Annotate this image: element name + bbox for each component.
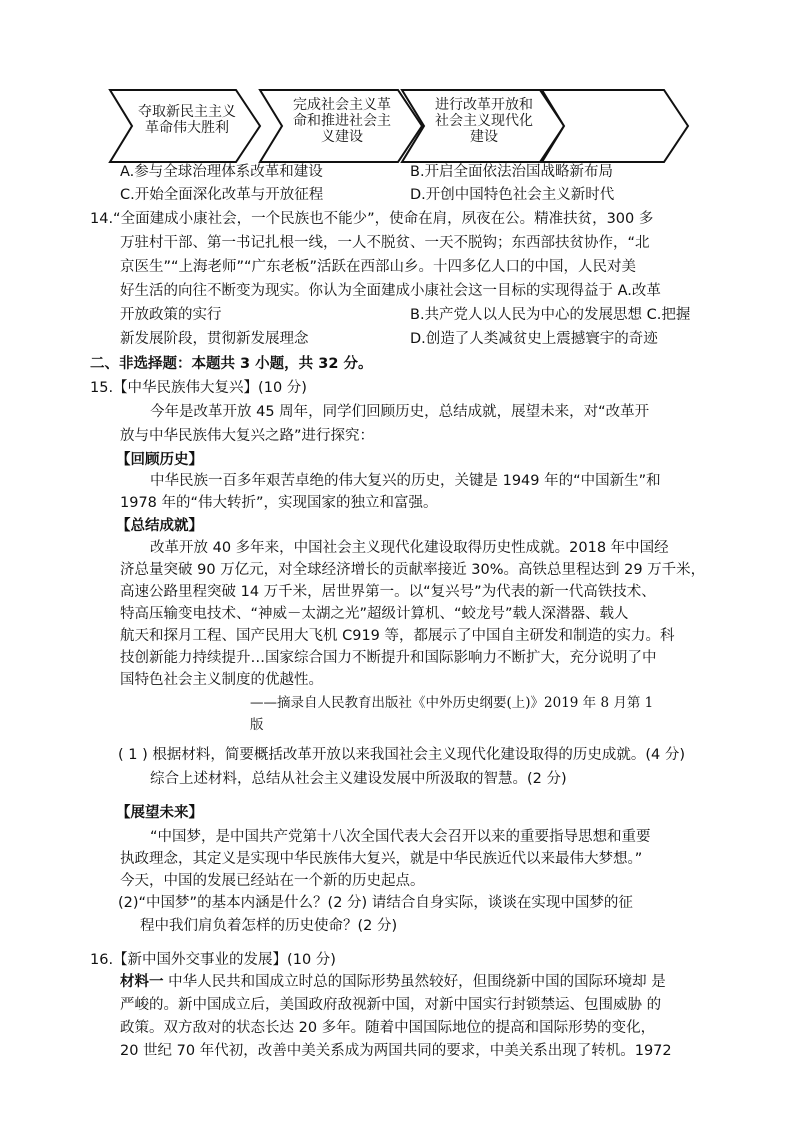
- q15-heading-achievements: 【总结成就】: [116, 518, 203, 534]
- q15-subquestion-2-cont: 程中我们肩负着怎样的历史使命？(2 分): [140, 918, 398, 934]
- q15-achievement-line-3: 高速公路里程突破 14 万千米，居世界第一。以“复兴号”为代表的新一代高铁技术、: [120, 584, 656, 600]
- q15-subquestion-2: (2)“中国梦”的基本内涵是什么？(2 分) 请结合自身实际，谈谈在实现中国梦的征: [118, 895, 633, 911]
- q15-achievement-line-6: 技创新能力持续提升…国家综合国力不断提升和国际影响力不断扩大，充分说明了中: [120, 650, 657, 666]
- q15-outlook-line-1: “中国梦，是中国共产党第十八次全国代表大会召开以来的重要指导思想和重要: [150, 829, 651, 845]
- q14-line-5b: B.共产党人以人民为中心的发展思想 C.把握: [410, 307, 691, 323]
- flow-box-2-line3: 义建设: [321, 129, 363, 145]
- flow-box-3-line3: 建设: [470, 129, 498, 145]
- q13-option-d: D.开创中国特色社会主义新时代: [410, 187, 615, 203]
- q14-line-2: 万驻村干部、第一书记扎根一线，一人不脱贫、一天不脱钩；东西部扶贫协作，“北: [120, 235, 650, 251]
- q16-material-1-text: 中华人民共和国成立时总的国际形势虽然较好，但围绕新中国的国际环境却 是: [163, 974, 666, 990]
- flow-box-1-line1: 夺取新民主主义: [138, 104, 236, 120]
- q13-option-a: A.参与全球治理体系改革和建设: [120, 164, 323, 180]
- q16-title: 16.【新中国外交事业的发展】(10 分): [90, 952, 336, 968]
- flow-box-1-line2: 革命伟大胜利: [145, 120, 229, 136]
- q15-heading-outlook: 【展望未来】: [116, 805, 203, 821]
- q13-option-b: B.开启全面依法治国战略新布局: [410, 164, 614, 180]
- q14-line-6b: D.创造了人类减贫史上震撼寰宇的奇迹: [410, 331, 658, 347]
- q16-material-1-line-2: 严峻的。新中国成立后，美国政府敌视新中国，对新中国实行封锁禁运、包围威胁 的: [120, 997, 662, 1013]
- q15-outlook-line-3: 今天，中国的发展已经站在一个新的历史起点。: [120, 873, 425, 889]
- q15-achievement-line-5: 航天和探月工程、国产民用大飞机 C919 等，都展示了中国自主研发和制造的实力。科: [120, 628, 675, 644]
- q15-achievement-line-7: 国特色社会主义制度的优越性。: [120, 672, 323, 688]
- flow-box-4-shape: [542, 90, 688, 162]
- section-2-heading: 二、非选择题：本题共 3 小题，共 32 分。: [90, 356, 373, 372]
- flow-box-2-label: [278, 97, 406, 145]
- q15-achievement-line-1: 改革开放 40 多年来，中国社会主义现代化建设取得历史性成就。2018 年中国经: [150, 540, 669, 556]
- q15-subquestion-1-cont: 综合上述材料，总结从社会主义建设发展中所汲取的智慧。(2 分): [150, 771, 567, 787]
- q14-line-1: 14.“全面建成小康社会，一个民族也不能少”，使命在肩，夙夜在公。精准扶贫，300 多: [90, 211, 654, 227]
- q14-line-6a: 新发展阶段，贯彻新发展理念: [120, 331, 309, 347]
- q14-line-5a: 开放政策的实行: [120, 307, 222, 323]
- q15-heading-review-history: 【回顾历史】: [116, 452, 203, 468]
- q13-option-c: C.开始全面深化改革与开放征程: [120, 187, 324, 203]
- q15-history-line-1: 中华民族一百多年艰苦卓绝的伟大复兴的历史，关键是 1949 年的“中国新生”和: [150, 473, 661, 489]
- q15-subquestion-1: ( 1 ) 根据材料，简要概括改革开放以来我国社会主义现代化建设取得的历史成就。(4 分): [118, 747, 686, 763]
- flow-box-2-line1: 完成社会主义革: [293, 97, 391, 113]
- flow-box-1-label: [128, 104, 246, 136]
- flow-box-3-label: [420, 97, 548, 145]
- q15-source-line-2: 版: [250, 717, 264, 733]
- flow-box-2-line2: 命和推进社会主: [293, 113, 391, 129]
- flow-box-3-line1: 进行改革开放和: [435, 97, 533, 113]
- q15-intro-1: 今年是改革开放 45 周年，同学们回顾历史，总结成就，展望未来，对“改革开: [150, 404, 650, 420]
- q15-outlook-line-2: 执政理念，其定义是实现中华民族伟大复兴，就是中华民族近代以来最伟大梦想。”: [120, 851, 643, 867]
- q15-history-line-2: 1978 年的“伟大转折”，实现国家的独立和富强。: [120, 495, 438, 511]
- q16-material-1-line-3: 政策。双方敌对的状态长达 20 多年。随着中国国际地位的提高和国际形势的变化，: [120, 1020, 656, 1036]
- q15-intro-2: 放与中华民族伟大复兴之路”进行探究：: [120, 428, 375, 444]
- q14-line-4: 好生活的向往不断变为现实。你认为全面建成小康社会这一目标的实现得益于 A.改革: [120, 283, 661, 299]
- q16-material-1-line-4: 20 世纪 70 年代初，改善中美关系成为两国共同的要求，中美关系出现了转机。1972: [120, 1043, 672, 1059]
- q15-title: 15.【中华民族伟大复兴】(10 分): [90, 380, 307, 396]
- q16-material-1-line-1: [120, 973, 666, 991]
- q15-achievement-line-2: 济总量突破 90 万亿元，对全球经济增长的贡献率接近 30%。高铁总里程达到 29 万千米，: [120, 562, 706, 578]
- q15-source-line-1: ——摘录自人民教育出版社《中外历史纲要(上)》2019 年 8 月第 1: [250, 695, 654, 711]
- flow-box-3-line2: 社会主义现代化: [435, 113, 533, 129]
- q15-achievement-line-4: 特高压输变电技术、“神威－太湖之光”超级计算机、“蛟龙号”载人深潜器、载人: [120, 606, 629, 622]
- q16-material-1-label: 材料一: [120, 974, 164, 990]
- q14-line-3: 京医生”“上海老师”“广东老板”活跃在西部山乡。十四多亿人口的中国，人民对美: [120, 259, 637, 275]
